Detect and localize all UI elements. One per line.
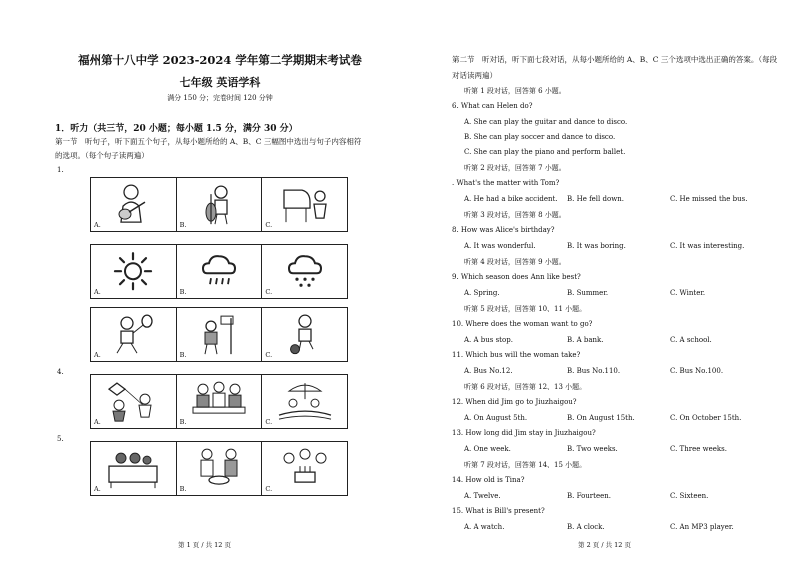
exam-title: 福州第十八中学 2023-2024 学年第二学期期末考试卷 bbox=[78, 53, 362, 67]
soccer-player-icon bbox=[285, 313, 325, 355]
answer-option[interactable]: B. She can play soccer and dance to disco. bbox=[464, 133, 616, 141]
option-label: C. bbox=[265, 288, 273, 296]
picture-option bbox=[262, 374, 348, 429]
option-label: A. bbox=[94, 485, 101, 493]
option-label: A. bbox=[94, 221, 101, 229]
dialogue-cue: 听第 1 段对话，回答第 6 小题。 bbox=[464, 87, 566, 95]
picture-option bbox=[177, 374, 263, 429]
answer-option[interactable]: C. He missed the bus. bbox=[670, 195, 748, 203]
answer-option[interactable]: C. Three weeks. bbox=[670, 445, 727, 453]
dialogue-cue: 听第 5 段对话，回答第 10、11 小题。 bbox=[464, 305, 587, 313]
answer-option[interactable]: A. A watch. bbox=[464, 523, 505, 531]
picture-option bbox=[262, 177, 348, 232]
dialogue-cue: 听第 4 段对话，回答第 9 小题。 bbox=[464, 258, 566, 266]
option-label: C. bbox=[265, 221, 273, 229]
question-text: 15. What is Bill's present? bbox=[452, 507, 545, 515]
picture-option bbox=[90, 441, 177, 496]
option-label: B. bbox=[179, 221, 187, 229]
section1-instructions: 第一节 听句子，听下面五个句子，从每小题所给的 A、B、C 三幅图中选出与句子内容相符的选项。（每个句子读两遍） bbox=[55, 137, 362, 160]
answer-option[interactable]: C. A school. bbox=[670, 336, 712, 344]
section-heading: 1．听力（共三节，20 小题；每小题 1.5 分，满分 30 分） bbox=[55, 124, 298, 134]
option-label: C. bbox=[265, 485, 273, 493]
picture-row-1 bbox=[90, 177, 348, 232]
family-dinner-icon bbox=[189, 379, 249, 423]
answer-option[interactable]: B. On August 15th. bbox=[567, 414, 635, 422]
option-label: C. bbox=[265, 418, 273, 426]
picture-option bbox=[90, 177, 177, 232]
answer-option[interactable]: A. Twelve. bbox=[464, 492, 501, 500]
picture-option bbox=[90, 244, 177, 299]
question-text: 10. Where does the woman want to go? bbox=[452, 320, 593, 328]
people-cooking-icon bbox=[189, 446, 249, 490]
answer-option[interactable]: A. On August 5th. bbox=[464, 414, 528, 422]
beach-picnic-icon bbox=[275, 379, 335, 423]
answer-option[interactable]: B. Bus No.110. bbox=[567, 367, 621, 375]
page-footer: 第 1 页 / 共 12 页 bbox=[178, 541, 231, 549]
answer-option[interactable]: B. He fell down. bbox=[567, 195, 624, 203]
picture-row-5 bbox=[90, 441, 348, 496]
dialogue-cue: 听第 6 段对话，回答第 12、13 小题。 bbox=[464, 383, 587, 391]
family-sofa-icon bbox=[103, 446, 163, 490]
answer-option[interactable]: B. A clock. bbox=[567, 523, 605, 531]
picture-row-4 bbox=[90, 374, 348, 429]
question-number: 5. bbox=[57, 435, 64, 443]
answer-option[interactable]: C. On October 15th. bbox=[670, 414, 742, 422]
dialogue-cue: 听第 3 段对话，回答第 8 小题。 bbox=[464, 211, 566, 219]
answer-option[interactable]: A. It was wonderful. bbox=[464, 242, 536, 250]
answer-option[interactable]: C. Winter. bbox=[670, 289, 706, 297]
piano-player-icon bbox=[280, 182, 330, 226]
picture-option bbox=[90, 307, 177, 362]
page-footer: 第 2 页 / 共 12 页 bbox=[578, 541, 631, 549]
answer-option[interactable]: A. Spring. bbox=[464, 289, 500, 297]
option-label: B. bbox=[179, 485, 187, 493]
exam-meta: 满分 150 分；完卷时间 120 分钟 bbox=[167, 94, 273, 102]
picture-option bbox=[262, 244, 348, 299]
answer-option[interactable]: A. Bus No.12. bbox=[464, 367, 513, 375]
answer-option[interactable]: B. Summer. bbox=[567, 289, 609, 297]
sun-icon bbox=[113, 251, 153, 291]
girl-guitar-icon bbox=[111, 182, 155, 226]
rain-icon bbox=[199, 251, 239, 291]
answer-option[interactable]: C. An MP3 player. bbox=[670, 523, 734, 531]
answer-option[interactable]: B. A bank. bbox=[567, 336, 604, 344]
answer-option[interactable]: A. A bus stop. bbox=[464, 336, 513, 344]
picture-option bbox=[90, 374, 177, 429]
question-text: 12. When did Jim go to Jiuzhaigou? bbox=[452, 398, 577, 406]
answer-option[interactable]: B. Two weeks. bbox=[567, 445, 618, 453]
birthday-party-icon bbox=[275, 446, 335, 490]
answer-option[interactable]: B. Fourteen. bbox=[567, 492, 611, 500]
dialogue-cue: 听第 7 段对话，回答第 14、15 小题。 bbox=[464, 461, 587, 469]
picture-row-3 bbox=[90, 307, 348, 362]
picture-option bbox=[177, 441, 263, 496]
answer-option[interactable]: C. She can play the piano and perform ballet. bbox=[464, 148, 626, 156]
question-number: 1. bbox=[57, 166, 64, 174]
question-text: 14. How old is Tina? bbox=[452, 476, 525, 484]
question-text: 8. How was Alice's birthday? bbox=[452, 226, 555, 234]
answer-option[interactable]: A. One week. bbox=[464, 445, 511, 453]
option-label: C. bbox=[265, 351, 273, 359]
basketball-player-icon bbox=[197, 312, 241, 356]
answer-option[interactable]: B. It was boring. bbox=[567, 242, 626, 250]
answer-option[interactable]: A. She can play the guitar and dance to disco. bbox=[464, 118, 628, 126]
tennis-player-icon bbox=[111, 313, 155, 355]
snow-icon bbox=[285, 251, 325, 291]
question-text: . What's the matter with Tom? bbox=[452, 179, 560, 187]
question-text: 11. Which bus will the woman take? bbox=[452, 351, 581, 359]
question-text: 9. Which season does Ann like best? bbox=[452, 273, 581, 281]
question-number: 4. bbox=[57, 368, 64, 376]
picture-option bbox=[177, 244, 263, 299]
option-label: B. bbox=[179, 418, 187, 426]
cello-player-icon bbox=[197, 182, 241, 226]
picture-option bbox=[262, 441, 348, 496]
dialogue-cue: 听第 2 段对话，回答第 7 小题。 bbox=[464, 164, 566, 172]
children-kite-icon bbox=[103, 379, 163, 423]
option-label: A. bbox=[94, 418, 101, 426]
answer-option[interactable]: A. He had a bike accident. bbox=[464, 195, 558, 203]
answer-option[interactable]: C. Sixteen. bbox=[670, 492, 709, 500]
option-label: B. bbox=[179, 351, 187, 359]
exam-subtitle: 七年级 英语学科 bbox=[179, 76, 261, 89]
picture-option bbox=[177, 177, 263, 232]
answer-option[interactable]: C. Bus No.100. bbox=[670, 367, 724, 375]
picture-row-2 bbox=[90, 244, 348, 299]
picture-option bbox=[262, 307, 348, 362]
question-text: 6. What can Helen do? bbox=[452, 102, 533, 110]
answer-option[interactable]: C. It was interesting. bbox=[670, 242, 745, 250]
right-page bbox=[400, 0, 794, 561]
question-text: 13. How long did Jim stay in Jiuzhaigou? bbox=[452, 429, 596, 437]
option-label: A. bbox=[94, 288, 101, 296]
option-label: A. bbox=[94, 351, 101, 359]
section2-instructions: 第二节 听对话，听下面七段对话，从每小题所给的 A、B、C 三个选项中选出正确的答案。（每段对话读两遍） bbox=[452, 55, 778, 80]
picture-option bbox=[177, 307, 263, 362]
option-label: B. bbox=[179, 288, 187, 296]
